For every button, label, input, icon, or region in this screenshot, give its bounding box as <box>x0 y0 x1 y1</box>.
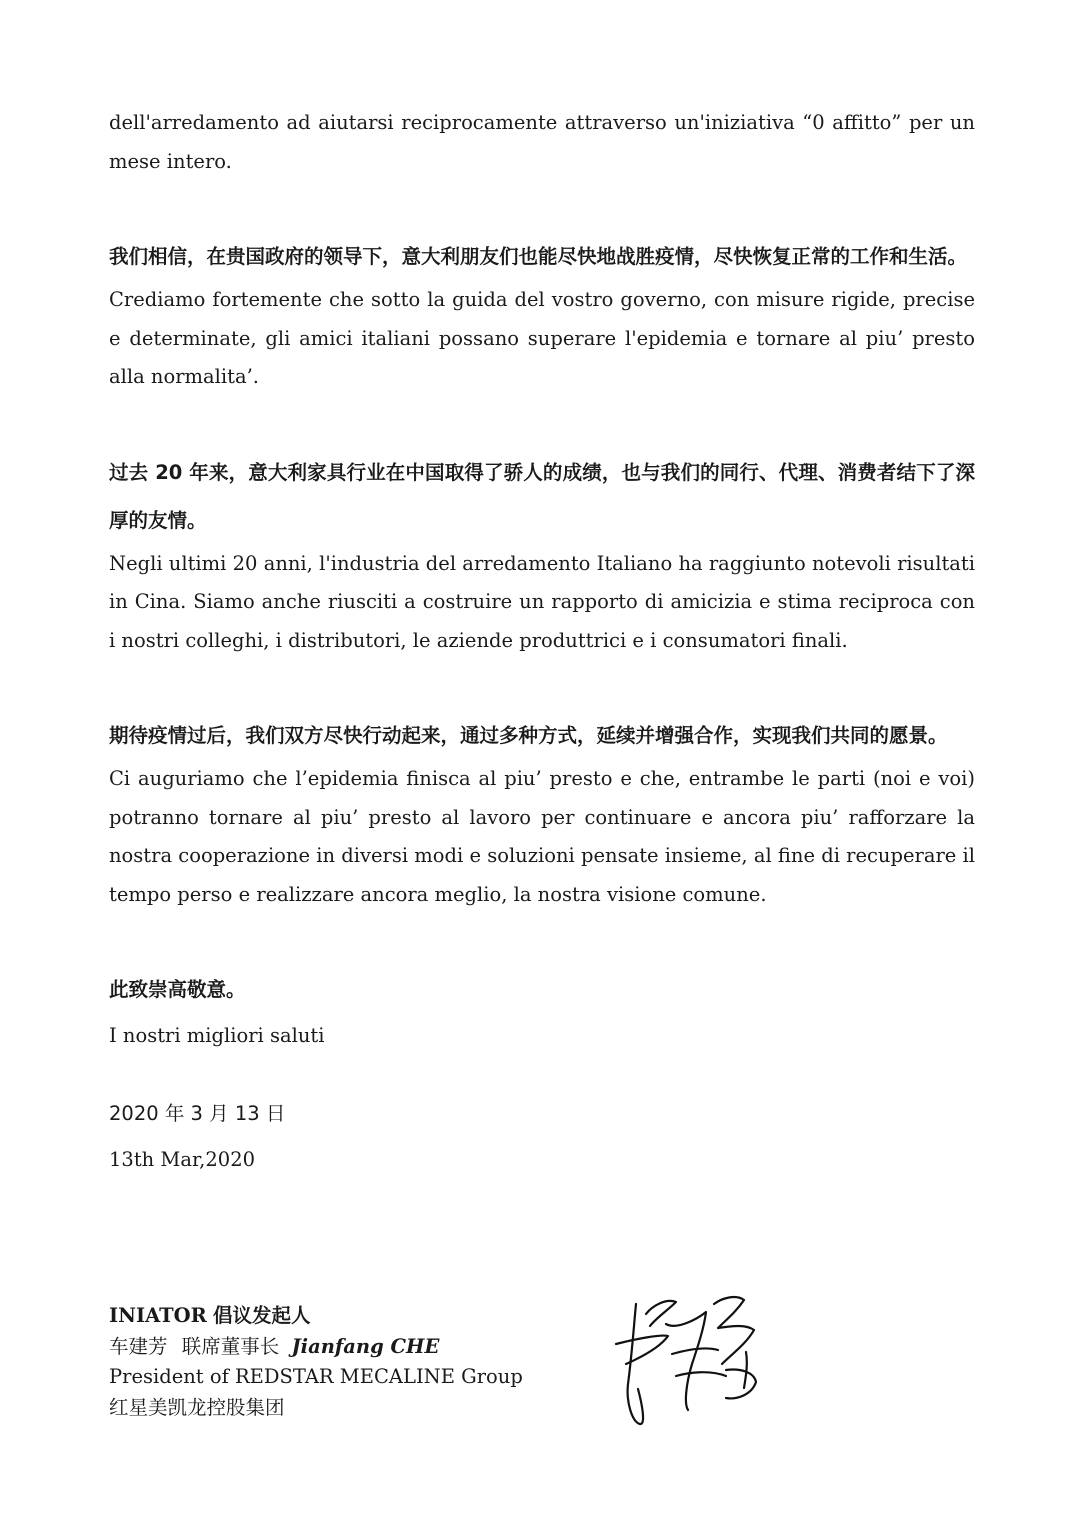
title-en: President of REDSTAR MECALINE Group <box>109 1365 523 1388</box>
handwritten-signature <box>606 1284 776 1434</box>
signature-stroke-4 <box>666 1312 706 1410</box>
paragraph-italian-1: dell'arredamento ad aiutarsi reciprocamente attraverso un'iniziativa “0 affitto” per un mese intero. <box>109 111 975 173</box>
signatory-block <box>109 1301 629 1423</box>
paragraph-chinese-4: 期待疫情过后，我们双方尽快行动起来，通过多种方式，延续并增强合作，实现我们共同的愿景。 <box>109 724 948 747</box>
signature-stroke-6 <box>714 1297 754 1364</box>
company-zh: 红星美凯龙控股集团 <box>109 1395 285 1419</box>
signature-stroke-7 <box>726 1352 756 1398</box>
initiator-zh: 倡议发起人 <box>213 1304 311 1327</box>
name-line <box>109 1332 629 1363</box>
paragraph-italian-2: Crediamo fortemente che sotto la guida del vostro governo, con misure rigide, precise e determinate, gli amici italiani possano superare l'epidemia e tornare al piu’ presto alla normalita’. <box>109 288 975 388</box>
signature-stroke-3 <box>646 1301 676 1326</box>
date-chinese: 2020 年 3 月 13 日 <box>109 1102 286 1125</box>
date-english: 13th Mar,2020 <box>109 1148 256 1171</box>
signature-stroke-2 <box>616 1336 668 1364</box>
signature-stroke-1 <box>628 1304 643 1424</box>
closing-chinese: 此致崇高敬意。 <box>109 978 246 1001</box>
signature-stroke-5 <box>672 1348 726 1376</box>
paragraph-chinese-2: 我们相信，在贵国政府的领导下，意大利朋友们也能尽快地战胜疫情，尽快恢复正常的工作和生活。 <box>109 245 968 268</box>
paragraph-chinese-3: 过去 20 年来，意大利家具行业在中国取得了骄人的成绩，也与我们的同行、代理、消费者结下了深厚的友情。 <box>109 460 975 532</box>
paragraph-italian-3: Negli ultimi 20 anni, l'industria del arredamento Italiano ha raggiunto notevoli risultati in Cina. Siamo anche riusciti a costruire un rapporto di amicizia e stima reciproca con i nostri colleghi, i distributori, le aziende produttrici e i consumatori finali. <box>109 551 975 652</box>
name-en: Jianfang CHE <box>291 1334 440 1358</box>
letter-body <box>109 104 975 1174</box>
initiator-en: INIATOR <box>109 1304 207 1327</box>
paragraph-italian-4: Ci auguriamo che l’epidemia finisca al piu’ presto e che, entrambe le parti (noi e voi) potranno tornare al piu’ presto al lavoro per continuare e ancora piu’ rafforzare la nostra cooperazione in diversi modi e soluzioni pensate insieme, al fine di recuperare il tempo perso e realizzare ancora meglio, la nostra visione comune. <box>109 767 975 906</box>
name-zh: 车建芳 <box>109 1334 168 1358</box>
title-zh: 联席董事长 <box>181 1334 280 1358</box>
initiator-line <box>109 1301 629 1332</box>
closing-italian: I nostri migliori saluti <box>109 1024 325 1047</box>
